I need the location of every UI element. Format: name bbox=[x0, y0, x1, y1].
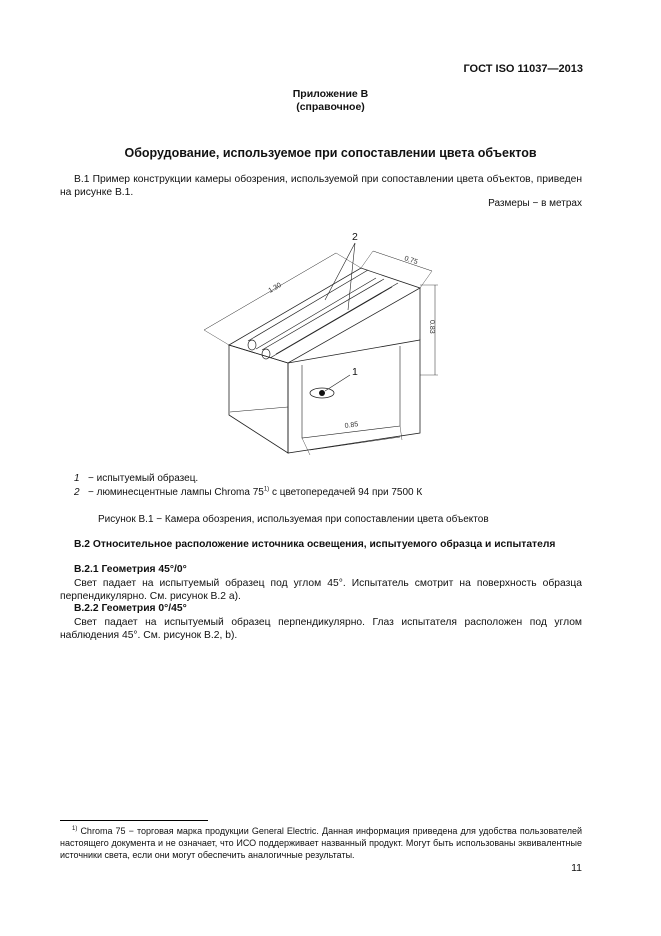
legend-number: 1 bbox=[74, 473, 80, 484]
legend-item-2 bbox=[0, 487, 661, 501]
subsection-b22-text: Свет падает на испытуемый образец перпендикулярно. Глаз испытателя расположен под углом наблюдения 45°. См. рисунок В.2, b). bbox=[60, 617, 582, 641]
dim-length-label: 1.30 bbox=[267, 281, 283, 295]
section-title: Оборудование, используемое при сопоставлении цвета объектов bbox=[124, 146, 537, 160]
footnote-marker: 1) bbox=[72, 826, 78, 832]
footnote-separator bbox=[60, 820, 208, 821]
legend-text-wrap bbox=[88, 487, 422, 498]
callout-1-label: 1 bbox=[352, 366, 358, 378]
footnote bbox=[60, 825, 582, 861]
dim-depth-label: 0.75 bbox=[403, 255, 419, 267]
section-b2-heading: В.2 Относительное расположение источника освещения, испытуемого образца и испытателя bbox=[74, 539, 556, 550]
page-number: 11 bbox=[571, 862, 582, 874]
footnote-ref: 1) bbox=[263, 486, 270, 493]
legend-text: − люминесцентные лампы Chroma 75 bbox=[88, 487, 264, 498]
intro-paragraph: В.1 Пример конструкции камеры обозрения, используемой при сопоставлении цвета объектов, приведен на рисунке В.1. bbox=[60, 174, 582, 198]
standard-designation: ГОСТ ISO 11037—2013 bbox=[463, 63, 583, 75]
fluorescent-lamps bbox=[248, 270, 398, 359]
booth-top-face bbox=[229, 268, 420, 363]
figure-caption: Рисунок В.1 − Камера обозрения, используемая при сопоставлении цвета объектов bbox=[98, 514, 489, 525]
legend-text-after: с цветопередачей 94 при 7500 К bbox=[269, 487, 423, 498]
dimensions-note: Размеры − в метрах bbox=[488, 198, 582, 209]
subsection-b22-title: В.2.2 Геометрия 0°/45° bbox=[74, 603, 187, 614]
subsection-b21-title: В.2.1 Геометрия 45°/0° bbox=[74, 564, 187, 575]
appendix-subtitle: (справочное) bbox=[296, 101, 365, 113]
legend-item-1 bbox=[0, 473, 661, 487]
test-sample-dot bbox=[319, 390, 325, 396]
legend-number: 2 bbox=[74, 487, 80, 498]
subsection-b21-text: Свет падает на испытуемый образец под углом 45°. Испытатель смотрит на поверхность образца перпендикулярно. См. рисунок В.2 а). bbox=[60, 578, 582, 602]
legend-text: − испытуемый образец. bbox=[88, 473, 199, 484]
dim-width-label: 0.85 bbox=[344, 421, 359, 430]
appendix-title: Приложение В bbox=[292, 88, 369, 100]
booth-left-face bbox=[229, 345, 288, 453]
dim-height-label: 0.83 bbox=[428, 320, 435, 334]
callout-2-label: 2 bbox=[352, 231, 358, 243]
footnote-text: Chroma 75 − торговая марка продукции General Electric. Данная информация приведена для удобства пользователей настоящего документа и не означает, что ИСО поддерживает названный продукт. Могут быть использованы эквивалентные источники света, если они могут обеспечить аналогичные результаты. bbox=[60, 826, 582, 860]
